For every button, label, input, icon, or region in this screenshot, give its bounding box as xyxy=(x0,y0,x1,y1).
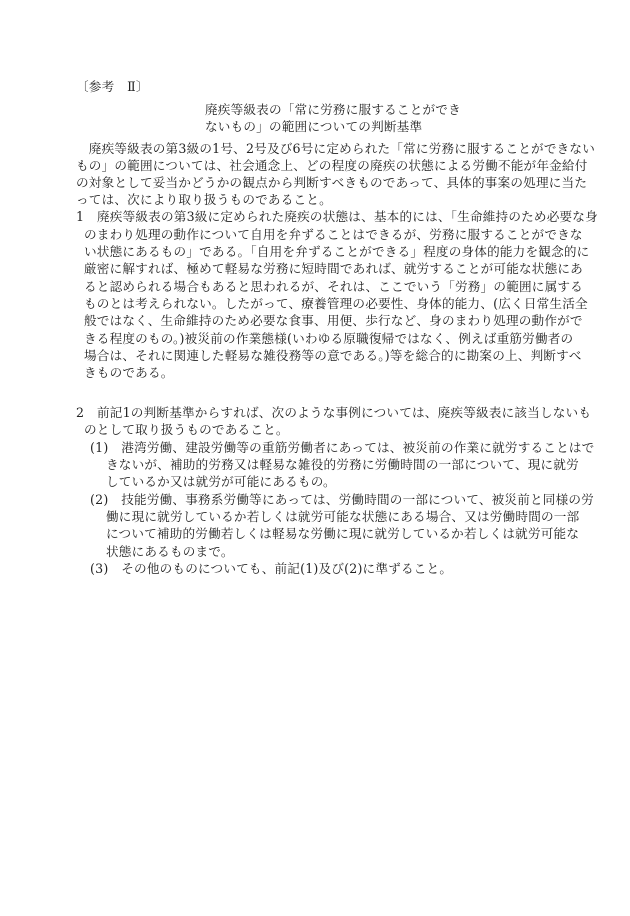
subitem-1-line: きないが、補助的労務又は軽易な雑役的労務に労働時間の一部について、現に就労 xyxy=(106,457,579,472)
intro-line: 廃疾等級表の第3級の1号、2号及び6号に定められた「常に労務に服することができない xyxy=(76,141,596,156)
item1-line: 1 廃疾等級表の第3級に定められた廃疾の状態は、基本的には、「生命維持のため必要な身 xyxy=(76,209,598,224)
item2-line: のとして取り扱うものであること。 xyxy=(84,422,289,437)
intro-line: っては、次により取り扱うものであること。 xyxy=(76,192,332,207)
item1-line: 場合は、それに関連した軽易な雑役務等の意である。)等を総合的に勘案の上、判断すべ xyxy=(84,348,582,363)
title-line-1: 廃疾等級表の「常に労務に服することができ xyxy=(205,102,461,117)
item1-line: 般ではなく、生命維持のため必要な食事、用便、歩行など、身のまわり処理の動作がで xyxy=(84,313,583,328)
item1-line: ものとは考えられない。したがって、療養管理の必要性、身体的能力、(広く日常生活全 xyxy=(84,296,588,311)
item2-line: 2 前記1の判断基準からすれば、次のような事例については、廃疾等級表に該当しないも xyxy=(76,405,592,420)
item1-line: きものである。 xyxy=(84,365,174,380)
title-line-2: ないもの」の範囲についての判断基準 xyxy=(205,119,423,134)
subitem-2-line: (2) 技能労働、事務系労働等にあっては、労働時間の一部について、被災前と同様の労 xyxy=(90,492,594,507)
item1-line: きる程度のもの。)被災前の作業態様(いわゆる原職復帰ではなく、例えば重筋労働者の xyxy=(84,331,574,346)
subitem-2-line: 状態にあるものまで。 xyxy=(106,544,234,559)
subitem-1-line: しているか又は就労が可能にあるもの。 xyxy=(106,474,336,489)
item1-line: 厳密に解すれば、極めて軽易な労務に短時間であれば、就労することが可能な状態にあ xyxy=(84,261,583,276)
subitem-3-line: (3) その他のものについても、前記(1)及び(2)に準ずること。 xyxy=(90,561,453,576)
subitem-2-line: 働に現に就労しているか若しくは就労可能な状態にある場合、又は労働時間の一部 xyxy=(106,509,580,524)
item1-line: のまわり処理の動作について自用を弁ずることはできるが、労務に服することができな xyxy=(84,227,583,242)
item1-line: ると認められる場合もあると思われるが、それは、ここでいう「労務」の範囲に属する xyxy=(84,279,583,294)
subitem-1-line: (1) 港湾労働、建設労働等の重筋労働者にあっては、被災前の作業に就労することはで xyxy=(90,440,595,455)
subitem-2-line: について補助的労働若しくは軽易な労働に現に就労しているか若しくは就労可能な xyxy=(106,526,580,541)
intro-line: もの」の範囲については、社会通念上、どの程度の廃疾の状態による労働不能が年金給付 xyxy=(76,158,588,173)
reference-label: 〔参考 Ⅱ〕 xyxy=(76,79,149,94)
item1-line: い状態にあるもの」である。「自用を弁ずることができる」程度の身体的能力を観念的に xyxy=(84,244,590,259)
intro-line: の対象として妥当かどうかの観点から判断すべきものであって、具体的事案の処理に当た xyxy=(76,175,588,190)
